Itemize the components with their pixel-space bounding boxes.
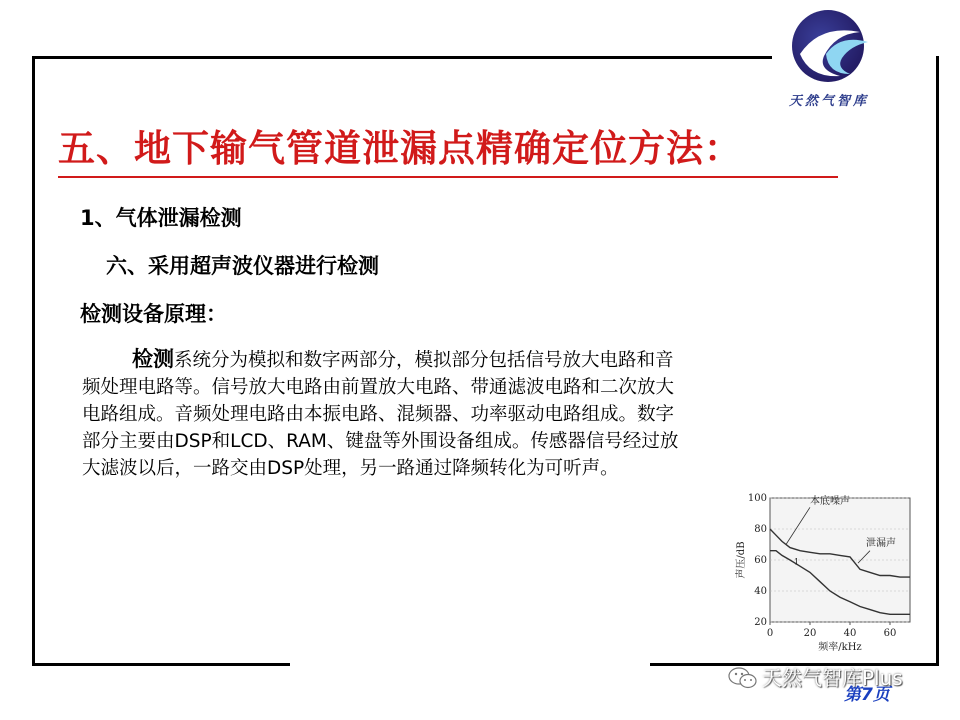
principle-heading: 检测设备原理： (80, 302, 227, 326)
chart-x-tick-label: 60 (883, 628, 897, 639)
body-paragraph (82, 346, 872, 482)
body-line-2: 频处理电路等。信号放大电路由前置放大电路、带通滤波电路和二次放大 (82, 377, 675, 398)
chart-annotation-leak-sound: 泄漏声 (866, 538, 896, 550)
slide-frame-bottom-left (32, 663, 290, 666)
chart-x-tick-label: 40 (843, 628, 857, 639)
slide-frame-top (32, 56, 772, 59)
slide-title: 五、地下输气管道泄漏点精确定位方法： (58, 126, 742, 170)
watermark-text: 天然气智库Plus (762, 666, 903, 690)
chart-x-tick-label: 20 (803, 628, 817, 639)
section-heading: 1、气体泄漏检测 (80, 206, 242, 230)
subsection-heading: 六、采用超声波仪器进行检测 (106, 254, 379, 278)
title-underline (58, 176, 838, 178)
brand-logo-text: 天然气智库 (788, 94, 869, 109)
chart-annotation-background-noise: 本底噪声 (810, 496, 850, 508)
body-line-3: 电路组成。音频处理电路由本振电路、混频器、功率驱动电路组成。数字 (82, 404, 675, 425)
chart-annotation-curve-label: 1 (794, 557, 800, 567)
chart-y-tick-label: 100 (747, 493, 767, 504)
body-line-5: 大滤波以后，一路交由DSP处理，另一路通过降频转化为可听声。 (82, 458, 619, 479)
chart-y-tick-label: 20 (754, 617, 767, 628)
sound-pressure-chart (730, 490, 920, 655)
body-line-1 (82, 346, 872, 374)
chart-y-axis-label: 声压/dB (736, 541, 747, 579)
body-line-4: 部分主要由DSP和LCD、RAM、键盘等外围设备组成。传感器信号经过放 (82, 431, 679, 452)
chart-x-tick-label: 0 (766, 628, 774, 639)
chart-y-tick-label: 40 (754, 586, 767, 597)
slide-frame-left (32, 56, 35, 666)
body-line-1-text: 系统分为模拟和数字两部分，模拟部分包括信号放大电路和音 (174, 350, 674, 371)
chart-y-tick-label: 80 (754, 524, 767, 535)
page-number: 第7页 (844, 685, 890, 705)
chart-y-tick-label: 60 (754, 555, 767, 566)
slide-frame-right (936, 56, 939, 666)
wechat-icon (728, 666, 758, 690)
chart-x-axis-label: 频率/kHz (818, 642, 862, 653)
body-lead-word: 检测 (132, 347, 174, 371)
